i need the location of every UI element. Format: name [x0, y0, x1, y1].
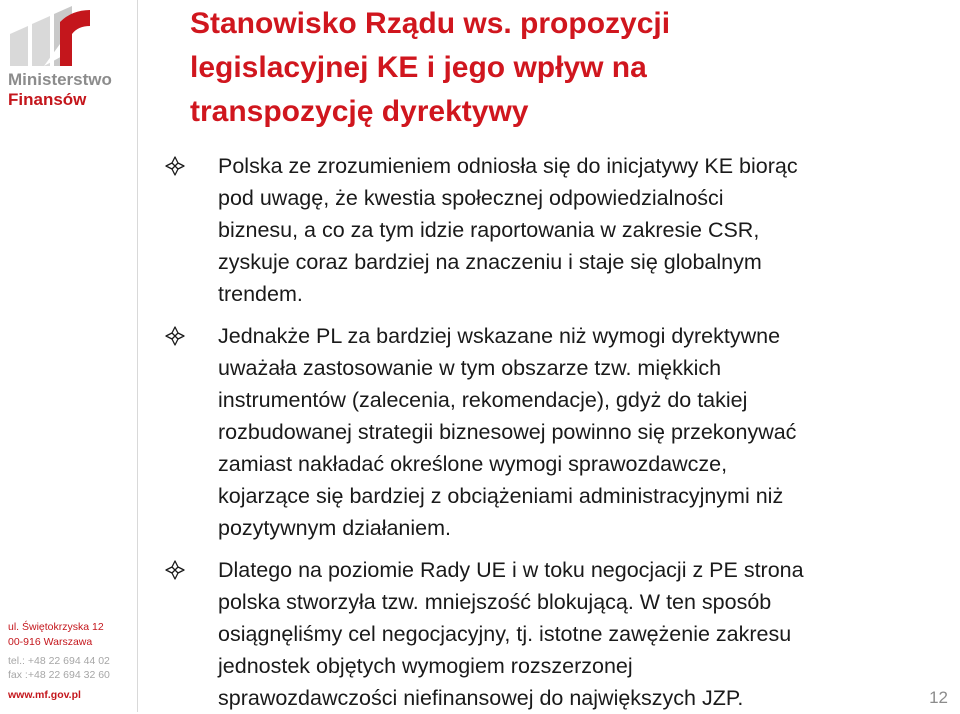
slide-title — [190, 2, 890, 134]
bullet-text-line: pod uwagę, że kwestia społecznej odpowiedzialności — [218, 186, 724, 210]
bullet-item-3 — [165, 554, 935, 714]
sidebar — [0, 0, 138, 712]
bullet-text-line: Jednakże PL za bardziej wskazane niż wymogi dyrektywne — [218, 324, 781, 348]
bullet-item-1 — [165, 150, 935, 310]
diamond-bullet-icon — [165, 560, 185, 580]
bullet-text-line: osiągnęliśmy cel negocjacyjny, tj. istotne zawężenie zakresu — [218, 622, 792, 646]
bullet-text-line: polska stworzyła tzw. mniejszość blokującą. W ten sposób — [218, 590, 772, 614]
logo-line-ministerstwo: Ministerstwo — [8, 70, 112, 89]
bullet-list — [165, 150, 935, 714]
bullet-text-line: trendem. — [218, 282, 303, 306]
fax-number: fax :+48 22 694 32 60 — [8, 669, 110, 681]
bullet-item-2 — [165, 320, 935, 544]
address-city: 00-916 Warszawa — [8, 636, 93, 648]
ministry-logo-text — [8, 70, 112, 110]
bullet-text-line: uważała zastosowanie w tym obszarze tzw. miękkich — [218, 356, 722, 380]
bullet-text-line: zyskuje coraz bardziej na znaczeniu i staje się globalnym — [218, 250, 762, 274]
address-street: ul. Świętokrzyska 12 — [8, 621, 104, 633]
bullet-text-line: rozbudowanej strategii biznesowej powinno się przekonywać — [218, 420, 797, 444]
diamond-bullet-icon — [165, 156, 185, 176]
bullet-text-line: pozytywnym działaniem. — [218, 516, 452, 540]
bullet-text-line: kojarzące się bardziej z obciążeniami administracyjnymi niż — [218, 484, 784, 508]
bullet-text-line: zamiast nakładać określone wymogi sprawozdawcze, — [218, 452, 728, 476]
title-line: transpozycję dyrektywy — [190, 95, 529, 128]
phone-number: tel.: +48 22 694 44 02 — [8, 655, 110, 667]
bullet-text-line: Dlatego na poziomie Rady UE i w toku negocjacji z PE strona — [218, 558, 804, 582]
bullet-text-line: sprawozdawczości niefinansowej do największych JZP. — [218, 686, 744, 710]
title-line: legislacyjnej KE i jego wpływ na — [190, 51, 647, 84]
logo-line-finansow: Finansów — [8, 90, 87, 109]
page-number: 12 — [929, 688, 948, 707]
bullet-text-line: jednostek objętych wymogiem rozszerzonej — [218, 654, 633, 678]
bullet-text-line: instrumentów (zalecenia, rekomendacje), gdyż do takiej — [218, 388, 748, 412]
diamond-bullet-icon — [165, 326, 185, 346]
bullet-text-line: Polska ze zrozumieniem odniosła się do inicjatywy KE biorąc — [218, 154, 798, 178]
title-line: Stanowisko Rządu ws. propozycji — [190, 7, 671, 40]
website-link[interactable]: www.mf.gov.pl — [8, 689, 81, 701]
bullet-text-line: biznesu, a co za tym idzie raportowania w zakresie CSR, — [218, 218, 760, 242]
sidebar-divider — [137, 0, 138, 712]
